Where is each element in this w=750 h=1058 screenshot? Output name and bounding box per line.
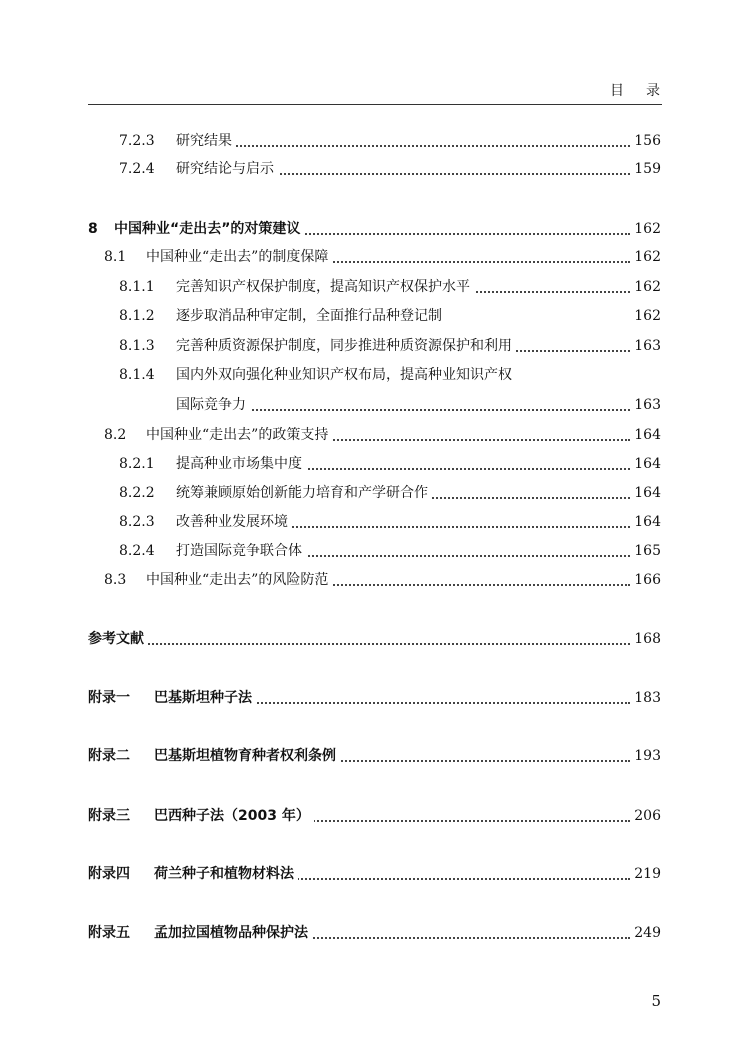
entry-title: 中国种业“走出去”的风险防范 (146, 569, 332, 591)
entry-page: 183 (630, 687, 661, 709)
entry-number: 附录三 (88, 808, 130, 824)
entry-page: 163 (630, 394, 661, 416)
entry-number: 8.2.1 (119, 456, 155, 472)
entry-number: 8 (88, 221, 98, 237)
entry-title: 荷兰种子和植物材料法 (154, 863, 298, 885)
toc-entry-8-2-1[interactable] (0, 453, 750, 475)
toc-entry-8-1[interactable] (0, 246, 750, 268)
toc-entry-appendix-1[interactable] (0, 687, 750, 709)
entry-page: 249 (630, 922, 661, 944)
entry-number: 8.2.4 (119, 543, 155, 559)
toc-entry-appendix-5[interactable] (0, 922, 750, 944)
entry-page: 164 (630, 482, 661, 504)
toc-entry-8-2-2[interactable] (0, 482, 750, 504)
entry-number: 附录五 (88, 925, 130, 941)
entry-number: 附录四 (88, 866, 130, 882)
entry-number: 7.2.4 (119, 161, 155, 177)
entry-title: 巴基斯坦种子法 (154, 687, 256, 709)
entry-title: 研究结论与启示 (176, 158, 278, 180)
entry-page: 162 (630, 218, 661, 240)
dot-leader (176, 137, 630, 147)
entry-page: 162 (630, 246, 661, 268)
entry-number: 8.2 (104, 427, 127, 443)
entry-page: 166 (630, 569, 661, 591)
entry-title: 国内外双向强化种业知识产权布局，提高种业知识产权 (176, 364, 516, 386)
header-title: 目录 (610, 83, 682, 99)
entry-number: 附录一 (88, 690, 130, 706)
entry-title: 巴西种子法（2003 年） (154, 805, 314, 827)
entry-page: 165 (630, 540, 661, 562)
entry-page: 162 (630, 276, 661, 298)
entry-page: 164 (630, 424, 661, 446)
entry-number: 8.1.2 (119, 308, 155, 324)
entry-page: 168 (630, 628, 661, 650)
entry-page: 219 (630, 863, 661, 885)
entry-number: 附录二 (88, 748, 130, 764)
toc-entry-7-2-3[interactable] (0, 130, 750, 152)
toc-entry-8-1-2[interactable] (0, 305, 750, 327)
toc-entry-8-1-1[interactable] (0, 276, 750, 298)
entry-number: 8.1 (104, 249, 127, 265)
entry-title-continued: 国际竞争力 (176, 394, 250, 416)
toc-entry-appendix-4[interactable] (0, 863, 750, 885)
entry-page: 164 (630, 453, 661, 475)
entry-page: 159 (630, 158, 661, 180)
entry-page: 162 (630, 305, 661, 327)
entry-title: 巴基斯坦植物育种者权利条例 (154, 745, 340, 767)
toc-entry-8-3[interactable] (0, 569, 750, 591)
entry-number: 8.1.3 (119, 338, 155, 354)
entry-number: 8.3 (104, 572, 127, 588)
entry-page: 206 (630, 805, 661, 827)
toc-entry-8-2-3[interactable] (0, 511, 750, 533)
entry-title: 提高种业市场集中度 (176, 453, 306, 475)
toc-entry-8-2[interactable] (0, 424, 750, 446)
entry-title: 改善种业发展环境 (176, 511, 292, 533)
toc-entry-7-2-4[interactable] (0, 158, 750, 180)
entry-title: 中国种业“走出去”的制度保障 (146, 246, 332, 268)
toc-entry-references[interactable] (0, 628, 750, 650)
entry-title: 完善知识产权保护制度，提高知识产权保护水平 (176, 276, 474, 298)
entry-title: 完善种质资源保护制度，同步推进种质资源保护和利用 (176, 335, 516, 357)
toc-entry-8-1-4[interactable] (0, 364, 750, 416)
entry-number: 8.2.3 (119, 514, 155, 530)
entry-title: 参考文献 (88, 628, 148, 650)
entry-page: 164 (630, 511, 661, 533)
toc-entry-8-2-4[interactable] (0, 540, 750, 562)
entry-title: 孟加拉国植物品种保护法 (154, 922, 312, 944)
entry-page: 156 (630, 130, 661, 152)
entry-page: 193 (630, 745, 661, 767)
toc-entry-appendix-3[interactable] (0, 805, 750, 827)
page-number: 5 (651, 992, 661, 1010)
toc-entry-8-1-3[interactable] (0, 335, 750, 357)
entry-title: 中国种业“走出去”的对策建议 (114, 218, 304, 240)
entry-number: 7.2.3 (119, 133, 155, 149)
entry-page: 163 (630, 335, 661, 357)
toc-entry-appendix-2[interactable] (0, 745, 750, 767)
entry-number: 8.1.4 (119, 367, 155, 383)
toc-entry-chapter-8[interactable] (0, 218, 750, 240)
entry-number: 8.2.2 (119, 485, 155, 501)
dot-leader (88, 635, 630, 645)
entry-title: 统筹兼顾原始创新能力培育和产学研合作 (176, 482, 432, 504)
entry-title: 逐步取消品种审定制，全面推行品种登记制 (176, 305, 446, 327)
entry-title: 研究结果 (176, 130, 236, 152)
entry-title: 中国种业“走出去”的政策支持 (146, 424, 332, 446)
entry-number: 8.1.1 (119, 279, 155, 295)
entry-title: 打造国际竞争联合体 (176, 540, 306, 562)
